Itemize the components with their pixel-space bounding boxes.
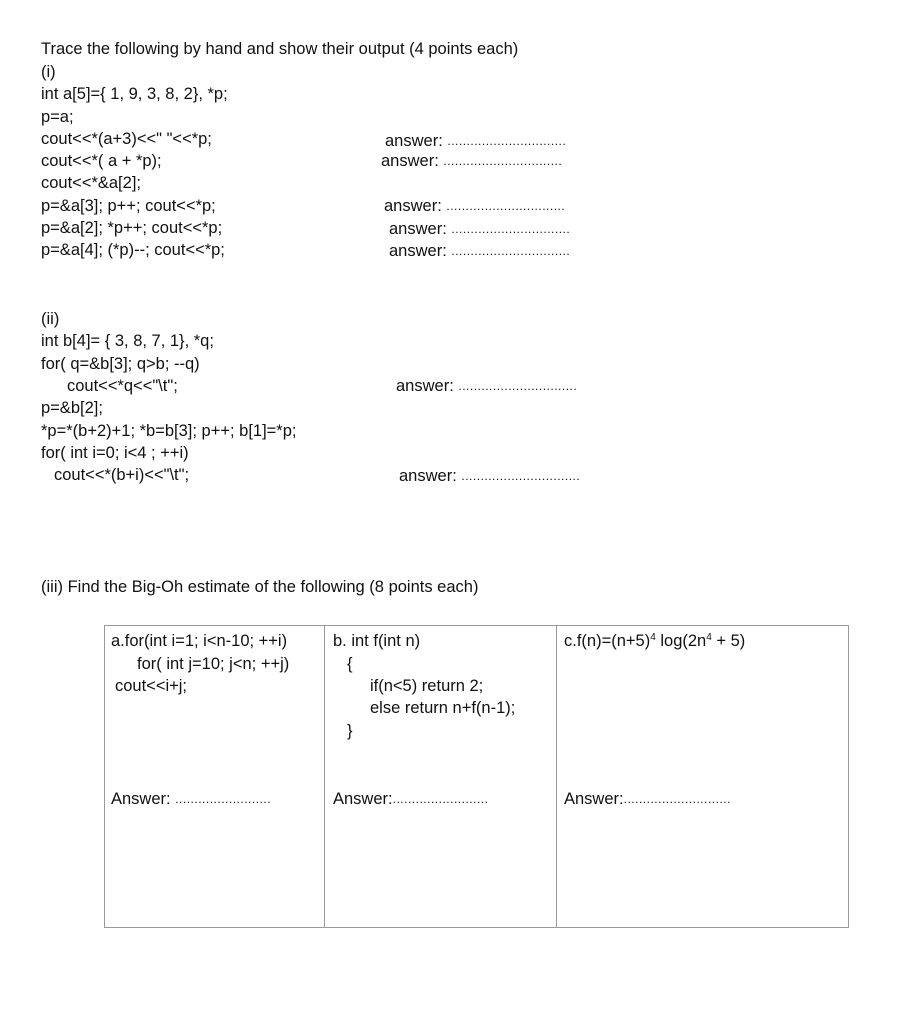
part-i-line-5: cout<<*&a[2]; [41, 174, 141, 192]
part-i-line-2: p=a; [41, 108, 74, 126]
part-i-line-7: p=&a[2]; *p++; cout<<*p; [41, 219, 223, 237]
part-ii-line-6: for( int i=0; i<4 ; ++i) [41, 444, 189, 462]
part-ii-answer-1[interactable]: answer: ............................... [396, 377, 578, 395]
part-iii-title: (iii) Find the Big-Oh estimate of the following (8 points each) [41, 578, 479, 596]
part-i-answer-4[interactable]: answer: ............................... [389, 220, 571, 238]
part-i-answer-5[interactable]: answer: ............................... [389, 242, 571, 260]
cell-c-answer[interactable]: Answer:............................ [564, 790, 731, 808]
part-ii-line-7: cout<<*(b+i)<<"\t"; [54, 466, 190, 484]
cell-b-line-3: if(n<5) return 2; [370, 677, 484, 695]
part-ii-line-3: cout<<*q<<"\t"; [67, 377, 178, 395]
cell-b-line-1: b. int f(int n) [333, 632, 421, 650]
cell-a-line-2: for( int j=10; j<n; ++j) [137, 655, 290, 673]
cell-c [557, 626, 849, 928]
part-i-line-1: int a[5]={ 1, 9, 3, 8, 2}, *p; [41, 85, 228, 103]
page-title: Trace the following by hand and show their output (4 points each) [41, 40, 519, 58]
cell-a-answer[interactable]: Answer: ......................... [111, 790, 272, 808]
part-i-answer-3[interactable]: answer: ............................... [384, 197, 566, 215]
part-i-answer-1[interactable]: answer: ............................... [385, 132, 567, 150]
cell-b-answer[interactable]: Answer:......................... [333, 790, 489, 808]
part-ii-line-4: p=&b[2]; [41, 399, 103, 417]
cell-a [105, 626, 325, 928]
part-i-line-6: p=&a[3]; p++; cout<<*p; [41, 197, 216, 215]
part-i-label: (i) [41, 63, 56, 81]
part-ii-line-2: for( q=&b[3]; q>b; --q) [41, 355, 200, 373]
part-i-answer-2[interactable]: answer: ............................... [381, 152, 563, 170]
part-i-line-3: cout<<*(a+3)<<" "<<*p; [41, 130, 212, 148]
cell-c-formula: $c.f(n)=(n+5)^4$ $\log(2n^4 + 5)$ [564, 632, 746, 650]
cell-b-line-2: { [347, 655, 353, 673]
cell-a-line-3: cout<<i+j; [115, 677, 188, 695]
part-i-line-8: p=&a[4]; (*p)--; cout<<*p; [41, 241, 225, 259]
part-ii-line-1: int b[4]= { 3, 8, 7, 1}, *q; [41, 332, 214, 350]
part-ii-line-5: *p=*(b+2)+1; *b=b[3]; p++; b[1]=*p; [41, 422, 297, 440]
cell-b [325, 626, 557, 928]
part-i-line-4: cout<<*( a + *p); [41, 152, 162, 170]
part-ii-answer-2[interactable]: answer: ............................... [399, 467, 581, 485]
cell-a-line-1: a.for(int i=1; i<n-10; ++i) [111, 632, 288, 650]
cell-b-line-5: } [347, 722, 353, 740]
big-oh-table [104, 625, 849, 928]
cell-b-line-4: else return n+f(n-1); [370, 699, 516, 717]
part-ii-label: (ii) [41, 310, 60, 328]
